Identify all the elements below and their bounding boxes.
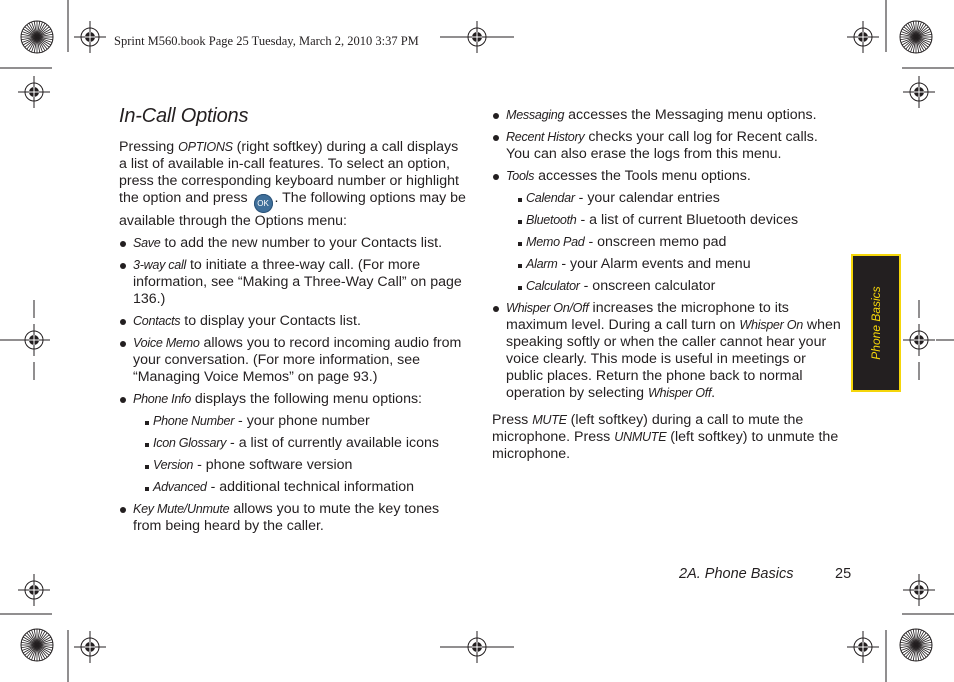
registration-target-icon <box>461 631 493 663</box>
sub-option-desc: - onscreen memo pad <box>584 234 727 250</box>
intro-text: (right softkey) during a call displays a list of available in-call features. To select an option, press the corresponding keyboard number or highlight the option and press <box>119 139 459 206</box>
option-desc: accesses the Tools menu options. <box>534 168 751 184</box>
list-item <box>492 300 842 402</box>
option-desc: checks your call log for Recent calls. You can also erase the logs from this menu. <box>506 129 818 162</box>
starburst-icon <box>21 21 53 53</box>
intro-paragraph <box>119 139 469 230</box>
footer-section: 2A. Phone Basics <box>679 566 794 582</box>
phone-info-sublist <box>145 413 469 496</box>
sub-list-item <box>145 435 469 452</box>
starburst-icon <box>21 629 53 661</box>
option-desc: to initiate a three-way call. (For more information, see “Making a Three-Way Call” on page 136.) <box>133 257 462 307</box>
registration-target-icon <box>903 574 935 606</box>
section-tab <box>851 254 901 392</box>
sub-list-item <box>518 256 842 273</box>
tools-sublist <box>518 190 842 295</box>
sub-option-desc: - phone software version <box>193 457 353 473</box>
mute-text: (left softkey) to unmute the microphone. <box>492 429 839 462</box>
intro-text: . The following options may be available through the Options menu: <box>119 190 466 229</box>
list-item <box>119 501 469 535</box>
list-item <box>119 313 469 330</box>
registration-target-icon <box>461 21 493 53</box>
mute-term: MUTE <box>532 413 567 427</box>
option-term: Save <box>133 236 161 250</box>
option-term: Voice Memo <box>133 336 200 350</box>
registration-target-icon <box>18 574 50 606</box>
sub-list-item <box>518 278 842 295</box>
page-number: 25 <box>835 566 852 582</box>
registration-target-icon <box>847 21 879 53</box>
option-desc: allows you to mute the key tones from being heard by the caller. <box>133 501 440 534</box>
sub-option-term: Calculator <box>526 279 580 293</box>
sub-option-term: Calendar <box>526 191 575 205</box>
list-item <box>492 129 842 163</box>
sub-option-desc: - onscreen calculator <box>579 278 716 294</box>
starburst-icon <box>900 629 932 661</box>
option-term: Phone Info <box>133 392 191 406</box>
option-term: Messaging <box>506 108 565 122</box>
print-slug: Sprint M560.book Page 25 Tuesday, March 2, 2010 3:37 PM <box>114 34 419 48</box>
option-term: Whisper Off <box>647 386 712 400</box>
sub-option-term: Icon Glossary <box>153 436 227 450</box>
sub-option-term: Alarm <box>526 257 558 271</box>
intro-text: Pressing <box>119 139 179 155</box>
option-desc: to add the new number to your Contacts list. <box>160 235 443 251</box>
mute-text: (left softkey) during a call to mute the microphone. Press <box>492 412 804 445</box>
option-term: Recent History <box>506 130 585 144</box>
option-desc: . <box>711 385 716 401</box>
sub-list-item <box>518 212 842 229</box>
registration-target-icon <box>903 324 935 356</box>
registration-target-icon <box>18 324 50 356</box>
registration-target-icon <box>18 76 50 108</box>
starburst-icon <box>900 21 932 53</box>
list-item <box>119 235 469 252</box>
option-desc: when speaking softly or when the caller cannot hear your voice clearly. This mode is useful in meetings or public places. Return the phone back to normal operation by selecting <box>506 317 841 401</box>
option-term: Whisper On <box>739 318 803 332</box>
unmute-term: UNMUTE <box>614 430 667 444</box>
list-item <box>119 257 469 308</box>
option-desc: displays the following menu options: <box>190 391 422 407</box>
mute-paragraph <box>492 412 842 463</box>
option-desc: increases the microphone to its maximum level. During a call turn on <box>506 300 789 333</box>
sub-option-desc: - additional technical information <box>206 479 415 495</box>
options-list <box>119 235 469 535</box>
sub-option-desc: - your calendar entries <box>574 190 720 206</box>
option-term: Whisper On/Off <box>506 301 589 315</box>
option-term: Tools <box>506 169 535 183</box>
options-term: OPTIONS <box>178 140 233 154</box>
section-tab-label: Phone Basics <box>869 286 883 360</box>
option-term: Contacts <box>133 314 181 328</box>
left-column <box>119 139 469 540</box>
mute-text: Press <box>492 412 533 428</box>
list-item <box>119 391 469 496</box>
sub-option-term: Memo Pad <box>526 235 585 249</box>
list-item <box>492 168 842 295</box>
sub-list-item <box>145 457 469 474</box>
option-term: 3-way call <box>133 258 186 272</box>
sub-list-item <box>518 234 842 251</box>
registration-target-icon <box>74 631 106 663</box>
list-item <box>492 107 842 124</box>
sub-list-item <box>145 479 469 496</box>
sub-option-term: Bluetooth <box>526 213 577 227</box>
options-list <box>492 107 842 402</box>
registration-target-icon <box>74 21 106 53</box>
registration-target-icon <box>847 631 879 663</box>
page-title: In-Call Options <box>119 105 249 127</box>
option-desc: to display your Contacts list. <box>180 313 361 329</box>
sub-list-item <box>145 413 469 430</box>
sub-list-item <box>518 190 842 207</box>
option-desc: accesses the Messaging menu options. <box>564 107 817 123</box>
sub-option-desc: - your Alarm events and menu <box>557 256 751 272</box>
sub-option-term: Phone Number <box>153 414 235 428</box>
right-column <box>492 107 842 463</box>
sub-option-desc: - a list of current Bluetooth devices <box>576 212 799 228</box>
option-desc: allows you to record incoming audio from your conversation. (For more information, see “Managing Voice Memos” on page 93.) <box>133 335 462 385</box>
option-term: Key Mute/Unmute <box>133 502 230 516</box>
sub-option-desc: - your phone number <box>234 413 370 429</box>
ok-button-icon: OK <box>254 194 273 213</box>
list-item <box>119 335 469 386</box>
sub-option-desc: - a list of currently available icons <box>226 435 439 451</box>
sub-option-term: Advanced <box>153 480 207 494</box>
registration-target-icon <box>903 76 935 108</box>
sub-option-term: Version <box>153 458 194 472</box>
